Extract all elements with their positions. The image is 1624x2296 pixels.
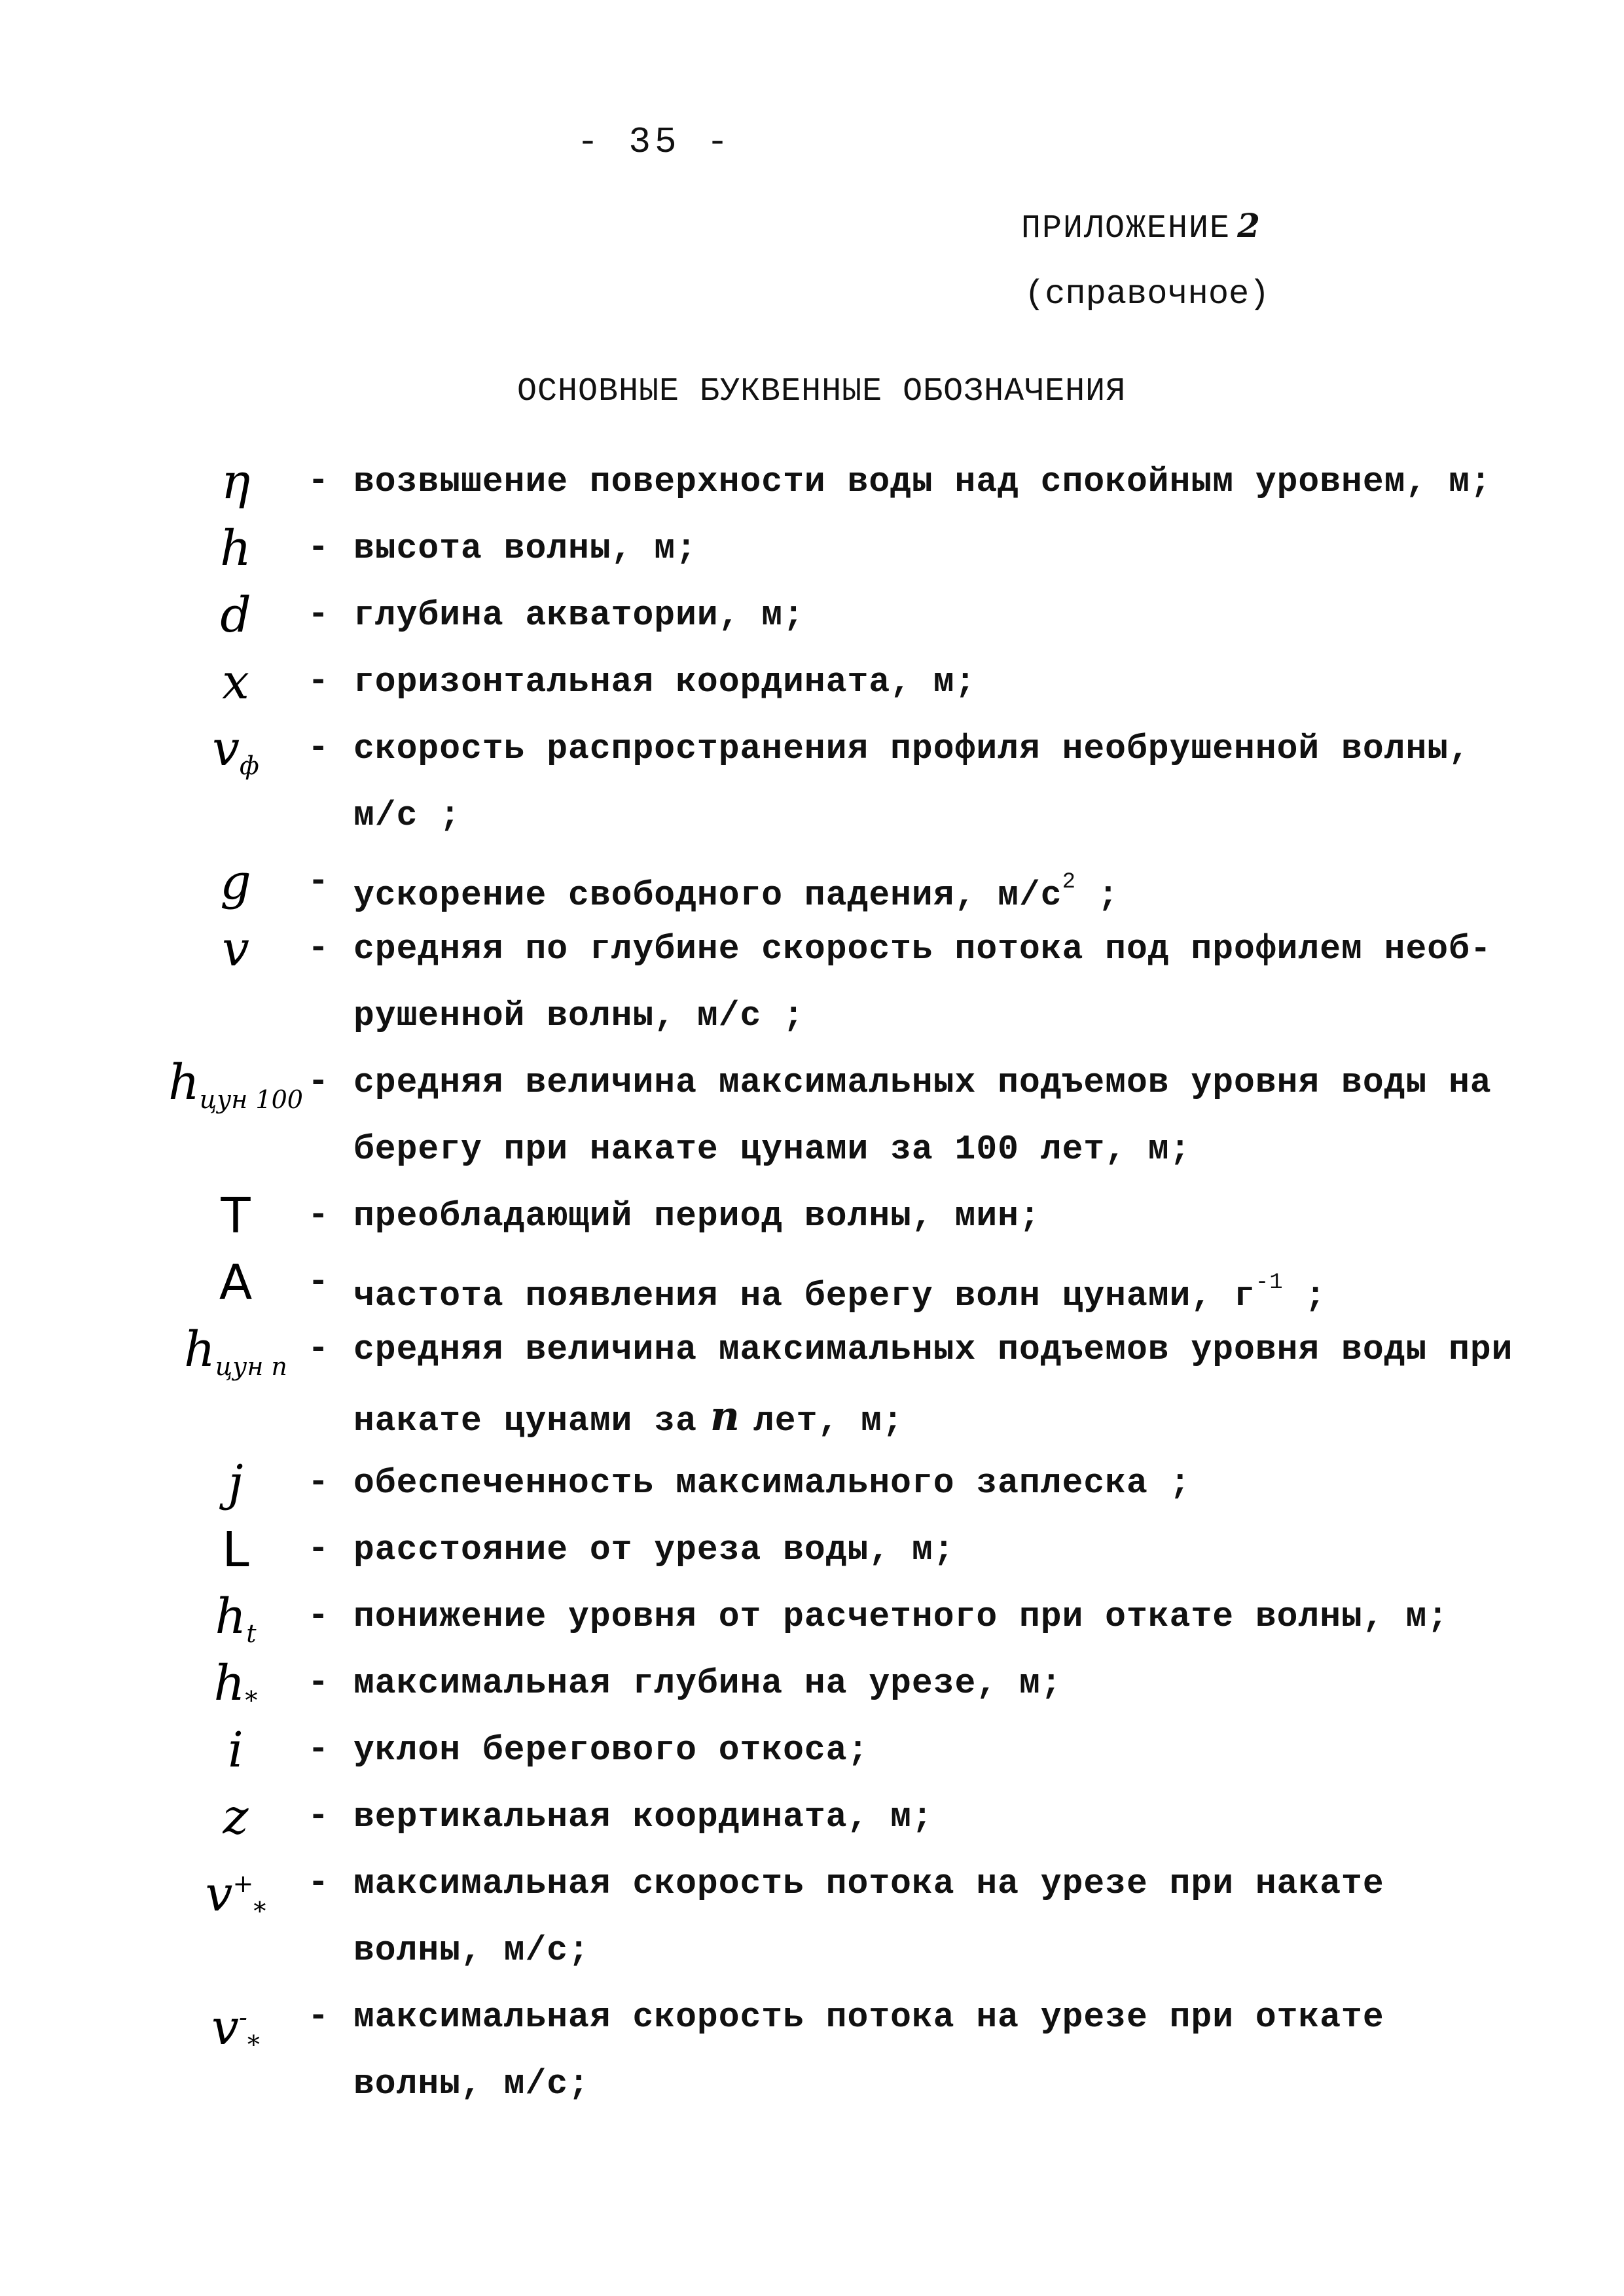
notation-symbol: d bbox=[220, 587, 251, 643]
notation-symbol bbox=[157, 1650, 314, 1717]
notation-entry bbox=[0, 1249, 1624, 1316]
notation-entry bbox=[0, 1516, 1624, 1583]
notation-entry bbox=[0, 649, 1624, 715]
description-text: частота появления на берегу волн цунами, г bbox=[353, 1276, 1255, 1316]
symbol-subscript: * bbox=[253, 1897, 266, 1926]
notation-symbol: x bbox=[222, 654, 249, 710]
notation-description bbox=[353, 1850, 1532, 1984]
notation-description bbox=[353, 715, 1532, 849]
notation-symbol bbox=[157, 1583, 314, 1650]
notation-description: расстояние от уреза воды, м; bbox=[353, 1530, 955, 1570]
description-end: ; bbox=[1283, 1276, 1327, 1316]
description-line bbox=[353, 1383, 1532, 1454]
notation-description: максимальная глубина на урезе, м; bbox=[353, 1664, 1062, 1703]
entry-dash: - bbox=[308, 595, 329, 635]
symbol-subscript: цун n bbox=[215, 1352, 287, 1381]
description-text: ускорение свободного падения, м/с bbox=[353, 876, 1062, 915]
notation-entry bbox=[0, 1583, 1624, 1650]
entry-dash: - bbox=[308, 1062, 329, 1102]
entry-dash: - bbox=[308, 1463, 329, 1503]
notation-description: глубина акватории, м; bbox=[353, 596, 804, 635]
notation-description: высота волны, м; bbox=[353, 529, 697, 568]
appendix-title bbox=[1021, 206, 1261, 247]
symbol-base: h bbox=[215, 1588, 247, 1645]
description-line: берегу при накате цунами за 100 лет, м; bbox=[353, 1130, 1191, 1169]
symbol-base: v bbox=[211, 2000, 239, 2056]
notation-symbol: j bbox=[228, 1455, 244, 1511]
notation-entry bbox=[0, 1784, 1624, 1850]
notation-symbol: A bbox=[219, 1255, 253, 1311]
appendix-number: 2 bbox=[1237, 206, 1261, 245]
symbol-superscript: - bbox=[238, 2003, 247, 2032]
notation-entry bbox=[0, 849, 1624, 916]
notation-symbol bbox=[157, 715, 314, 782]
entry-dash: - bbox=[308, 728, 329, 768]
reference-note: (справочное) bbox=[1024, 275, 1270, 314]
notation-symbol bbox=[157, 1984, 314, 2059]
notation-symbol: v bbox=[222, 921, 249, 977]
symbol-superscript: + bbox=[232, 1869, 254, 1898]
entry-dash: - bbox=[308, 528, 329, 568]
notation-entry bbox=[0, 1183, 1624, 1249]
entry-dash: - bbox=[308, 929, 329, 969]
description-line: волны, м/с; bbox=[353, 2064, 590, 2104]
entry-dash: - bbox=[308, 662, 329, 702]
notation-description: возвышение поверхности воды над спокойным уровнем, м; bbox=[353, 462, 1492, 501]
notation-description bbox=[353, 916, 1532, 1049]
notation-entry bbox=[0, 715, 1624, 849]
description-line: максимальная скорость потока на урезе при откате bbox=[353, 1998, 1384, 2037]
notation-description: горизонтальная координата, м; bbox=[353, 662, 977, 702]
symbol-base: v bbox=[212, 721, 240, 777]
entry-dash: - bbox=[308, 1797, 329, 1837]
notation-description: преобладающий период волны, мин; bbox=[353, 1196, 1041, 1236]
notation-symbol: g bbox=[220, 854, 251, 910]
symbol-base: h bbox=[184, 1321, 215, 1378]
description-line: средняя по глубине скорость потока под профилем необ- bbox=[353, 929, 1492, 969]
unit-exponent: 2 bbox=[1062, 870, 1076, 895]
notation-symbol: L bbox=[222, 1522, 249, 1578]
description-text: лет, м; bbox=[753, 1401, 904, 1441]
unit-exponent: -1 bbox=[1255, 1270, 1284, 1295]
notation-entry bbox=[0, 1450, 1624, 1516]
notation-description: понижение уровня от расчетного при откате волны, м; bbox=[353, 1597, 1449, 1636]
notation-entry bbox=[0, 515, 1624, 582]
inline-variable: n bbox=[710, 1392, 740, 1440]
description-line: максимальная скорость потока на урезе при накате bbox=[353, 1864, 1384, 1903]
entry-dash: - bbox=[308, 1263, 329, 1302]
notation-symbol: z bbox=[223, 1789, 249, 1845]
notation-description bbox=[353, 1984, 1532, 2117]
notation-entry bbox=[0, 582, 1624, 649]
entry-dash: - bbox=[308, 1530, 329, 1570]
page-number: - 35 - bbox=[577, 121, 732, 163]
symbol-subscript: * bbox=[245, 1686, 258, 1715]
notation-entry bbox=[0, 916, 1624, 1049]
notation-symbol bbox=[157, 1850, 314, 1926]
symbol-subscript: цун 100 bbox=[199, 1085, 303, 1114]
notation-symbol bbox=[157, 1316, 314, 1383]
notation-entry bbox=[0, 1650, 1624, 1717]
notation-entry bbox=[0, 448, 1624, 515]
description-line: волны, м/с; bbox=[353, 1931, 590, 1970]
description-line: средняя величина максимальных подъемов уровня воды при bbox=[353, 1330, 1513, 1369]
entry-dash: - bbox=[308, 1329, 329, 1369]
notation-entry bbox=[0, 1316, 1624, 1450]
notation-symbol: h bbox=[220, 520, 251, 577]
notation-description: обеспеченность максимального заплеска ; bbox=[353, 1463, 1191, 1503]
symbol-base: h bbox=[168, 1054, 200, 1111]
symbol-subscript: ф bbox=[240, 751, 259, 780]
entry-dash: - bbox=[308, 1663, 329, 1703]
notation-entry bbox=[0, 1850, 1624, 1984]
notation-description: уклон берегового откоса; bbox=[353, 1731, 869, 1770]
symbol-base: v bbox=[205, 1866, 233, 1922]
notation-entry bbox=[0, 1717, 1624, 1784]
notation-entry bbox=[0, 1984, 1624, 2117]
description-line: рушенной волны, м/с ; bbox=[353, 996, 804, 1035]
notation-symbol: T bbox=[221, 1188, 251, 1244]
description-text: накате цунами за bbox=[353, 1401, 697, 1441]
description-line: м/с ; bbox=[353, 796, 461, 835]
entry-dash: - bbox=[308, 1997, 329, 2037]
symbol-base: h bbox=[213, 1655, 245, 1712]
entry-dash: - bbox=[308, 1596, 329, 1636]
notation-symbol: i bbox=[228, 1722, 244, 1778]
symbol-subscript: t bbox=[246, 1619, 257, 1648]
entry-dash: - bbox=[308, 862, 329, 902]
entry-dash: - bbox=[308, 461, 329, 501]
notation-description bbox=[353, 1049, 1532, 1183]
entry-dash: - bbox=[308, 1730, 329, 1770]
description-line: скорость распространения профиля необрушенной волны, bbox=[353, 729, 1470, 768]
symbol-subscript: * bbox=[247, 2030, 260, 2059]
entry-dash: - bbox=[308, 1863, 329, 1903]
section-heading: ОСНОВНЫЕ БУКВЕННЫЕ ОБОЗНАЧЕНИЯ bbox=[517, 373, 1127, 410]
notation-description bbox=[353, 1316, 1532, 1454]
notation-entry bbox=[0, 1049, 1624, 1183]
entry-dash: - bbox=[308, 1196, 329, 1236]
notation-list bbox=[0, 448, 1624, 2117]
notation-symbol bbox=[157, 1049, 314, 1116]
description-end: ; bbox=[1075, 876, 1119, 915]
appendix-label: ПРИЛОЖЕНИЕ bbox=[1021, 210, 1231, 247]
description-line: средняя величина максимальных подъемов уровня воды на bbox=[353, 1063, 1492, 1102]
notation-description: вертикальная координата, м; bbox=[353, 1797, 933, 1837]
notation-symbol: η bbox=[221, 454, 251, 510]
